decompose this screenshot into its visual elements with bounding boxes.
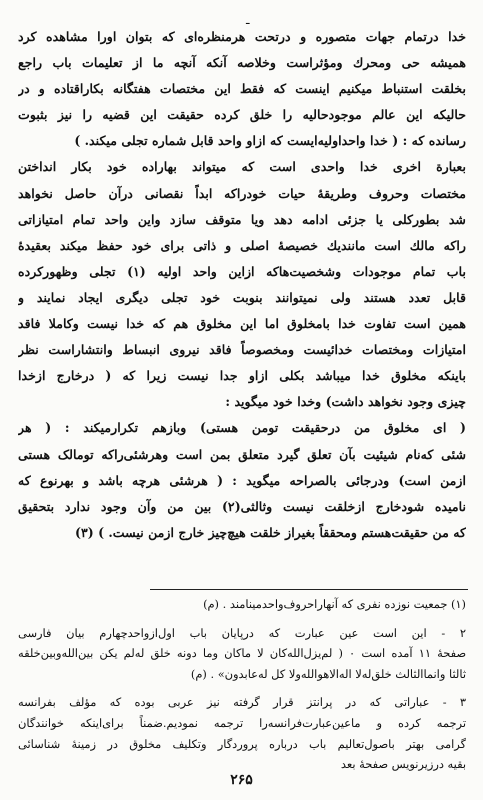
text-line: همیشه حی ومحرك ومؤثراست وخلاصه آنکه آنچه ما از تعلیمات باب راجع <box>18 55 466 71</box>
footnote-2 <box>18 623 466 685</box>
text-line: امتیازات ومختصات خدائیست ومخصوصاً فاقد نیروی انبساط وانتشاراست نظر <box>18 342 466 358</box>
main-text <box>18 24 466 546</box>
text-line: مختصات وحروف وطریقهٔ حیات خودراکه ابداً نقصانی درآن حاصل نخواهد <box>18 185 466 201</box>
text-line: که من حقیقت‌هستم ومحققاً بغیراز خلقت هیچ‌چیز خارج ازمن نیست. ) (۳) <box>75 524 466 540</box>
footnote-3 <box>18 692 466 774</box>
footnote-line: ثالثا وانما‌الثالث خلق‌له‌لا اله‌الاهوالله‌ولا کل له‌عابدون» . (م) <box>190 666 466 681</box>
text-line: باب تمام موجودات وشخصیت‌هاکه ازاین واحد اولیه (۱) تجلی وظهورکرده <box>18 263 466 279</box>
page-number: ۲۶۵ <box>230 772 253 788</box>
text-line: بعبارة اخری خدا واحدی است که میتواند بهاراده خود بکار انداختن <box>18 159 466 175</box>
text-line: همین است تفاوت خدا بامخلوق اما این مخلوق هم که خدا نیست وکاملا فاقد <box>18 316 466 332</box>
text-line: بخلقت استنباط میکنیم اینست که فقط این مختصات هفتگانه بکاراقتاده و در <box>18 81 466 97</box>
text-line: ازمن است) ودرجائی بالصراحه میگوید : ( هرشئی هرچه باشد و بهرنوع که <box>18 472 466 488</box>
text-line: ( ای مخلوق من درحقیقت تومن هستی) وبازهم تکرارمیکند : ( هر <box>18 420 466 436</box>
text-line: رسانده که : ( خدا واحداولیه‌ایست که ازاو واحد قابل شماره تجلی میکند. ) <box>74 133 466 149</box>
text-line: نامیده شودخارج ازخلقت نیست وثالثی(۲) بین من وآن وجود ندارد بتحقیق <box>18 498 466 514</box>
text-line: چیزی وجود نخواهد داشت) وخدا خود میگوید : <box>225 394 466 410</box>
footnotes <box>18 594 466 775</box>
footnote-gap <box>18 684 466 692</box>
text-line: راکه مالك است مانندیك خصیصهٔ اصلی و ذاتی برای خود حفظ میکند بعقیدهٔ <box>18 237 466 253</box>
footnote-line: صفحهٔ ۱۱ آمده است ۰ ( لم‌یزل‌الله‌کان لا ماکان وما دونه خلق له‌لم یکن بین‌الله‌وبین‌خلقه <box>18 646 466 661</box>
top-mark: ـ <box>246 13 250 27</box>
footnote-1 <box>18 594 466 615</box>
text-line: خدا درتمام جهات متصوره و درتحت هرمنظره‌ای که بتوان اورا مشاهده کرد <box>18 29 466 44</box>
footnote-line: گرامی بهتر باصول‌تعالیم باب درباره پروردگار وتکلیف مخلوق در زمینهٔ شناسائی <box>18 736 466 751</box>
footnote-line: ۳ - عباراتی که در پرانتز قرار گرفته نیز عربی بوده که مؤلف بفرانسه <box>18 695 466 710</box>
text-line: شئی که‌نام شیئیت بآن تعلق گیرد متعلق بمن است وهرشئی‌راکه تومالک هستی <box>18 446 466 462</box>
footnote-line: ترجمه کرده و ماعین‌عبارت‌فرانسه‌را ترجمه نمودیم.ضمناً برای‌اینکه خوانندگان <box>18 715 466 730</box>
footnote-line: ۲ - این است عین عبارت که درپایان باب اول‌ازواحدچهارم بیان فارسی <box>18 625 466 640</box>
footnote-line: (۱) جمعیت نوزده نفری که آنهاراحروف‌واحدمینامند . (م) <box>203 597 466 611</box>
footnote-line: بقیه درزیرنویس صفحهٔ بعد <box>340 757 466 772</box>
text-line: قابل تعدد هستند ولی نمیتوانند بنوبت خود تجلی دیگری ایجاد نمایند و <box>18 289 466 305</box>
text-line: باینکه مخلوق خدا میباشد بکلی ازاو جدا نیست زیرا که ( درخارج ازخدا <box>18 368 466 384</box>
text-line: شد بطورکلی یا جزئی ادامه دهد ویا متوقف سازد واین واحد تمام امتیازاتی <box>18 211 466 227</box>
footnote-gap <box>18 615 466 623</box>
text-line: حالیکه این عالم موجودحالیه را خلق کرده حقیقت این قضیه را نیز بثبوت <box>18 107 466 123</box>
footnote-separator <box>150 589 468 590</box>
